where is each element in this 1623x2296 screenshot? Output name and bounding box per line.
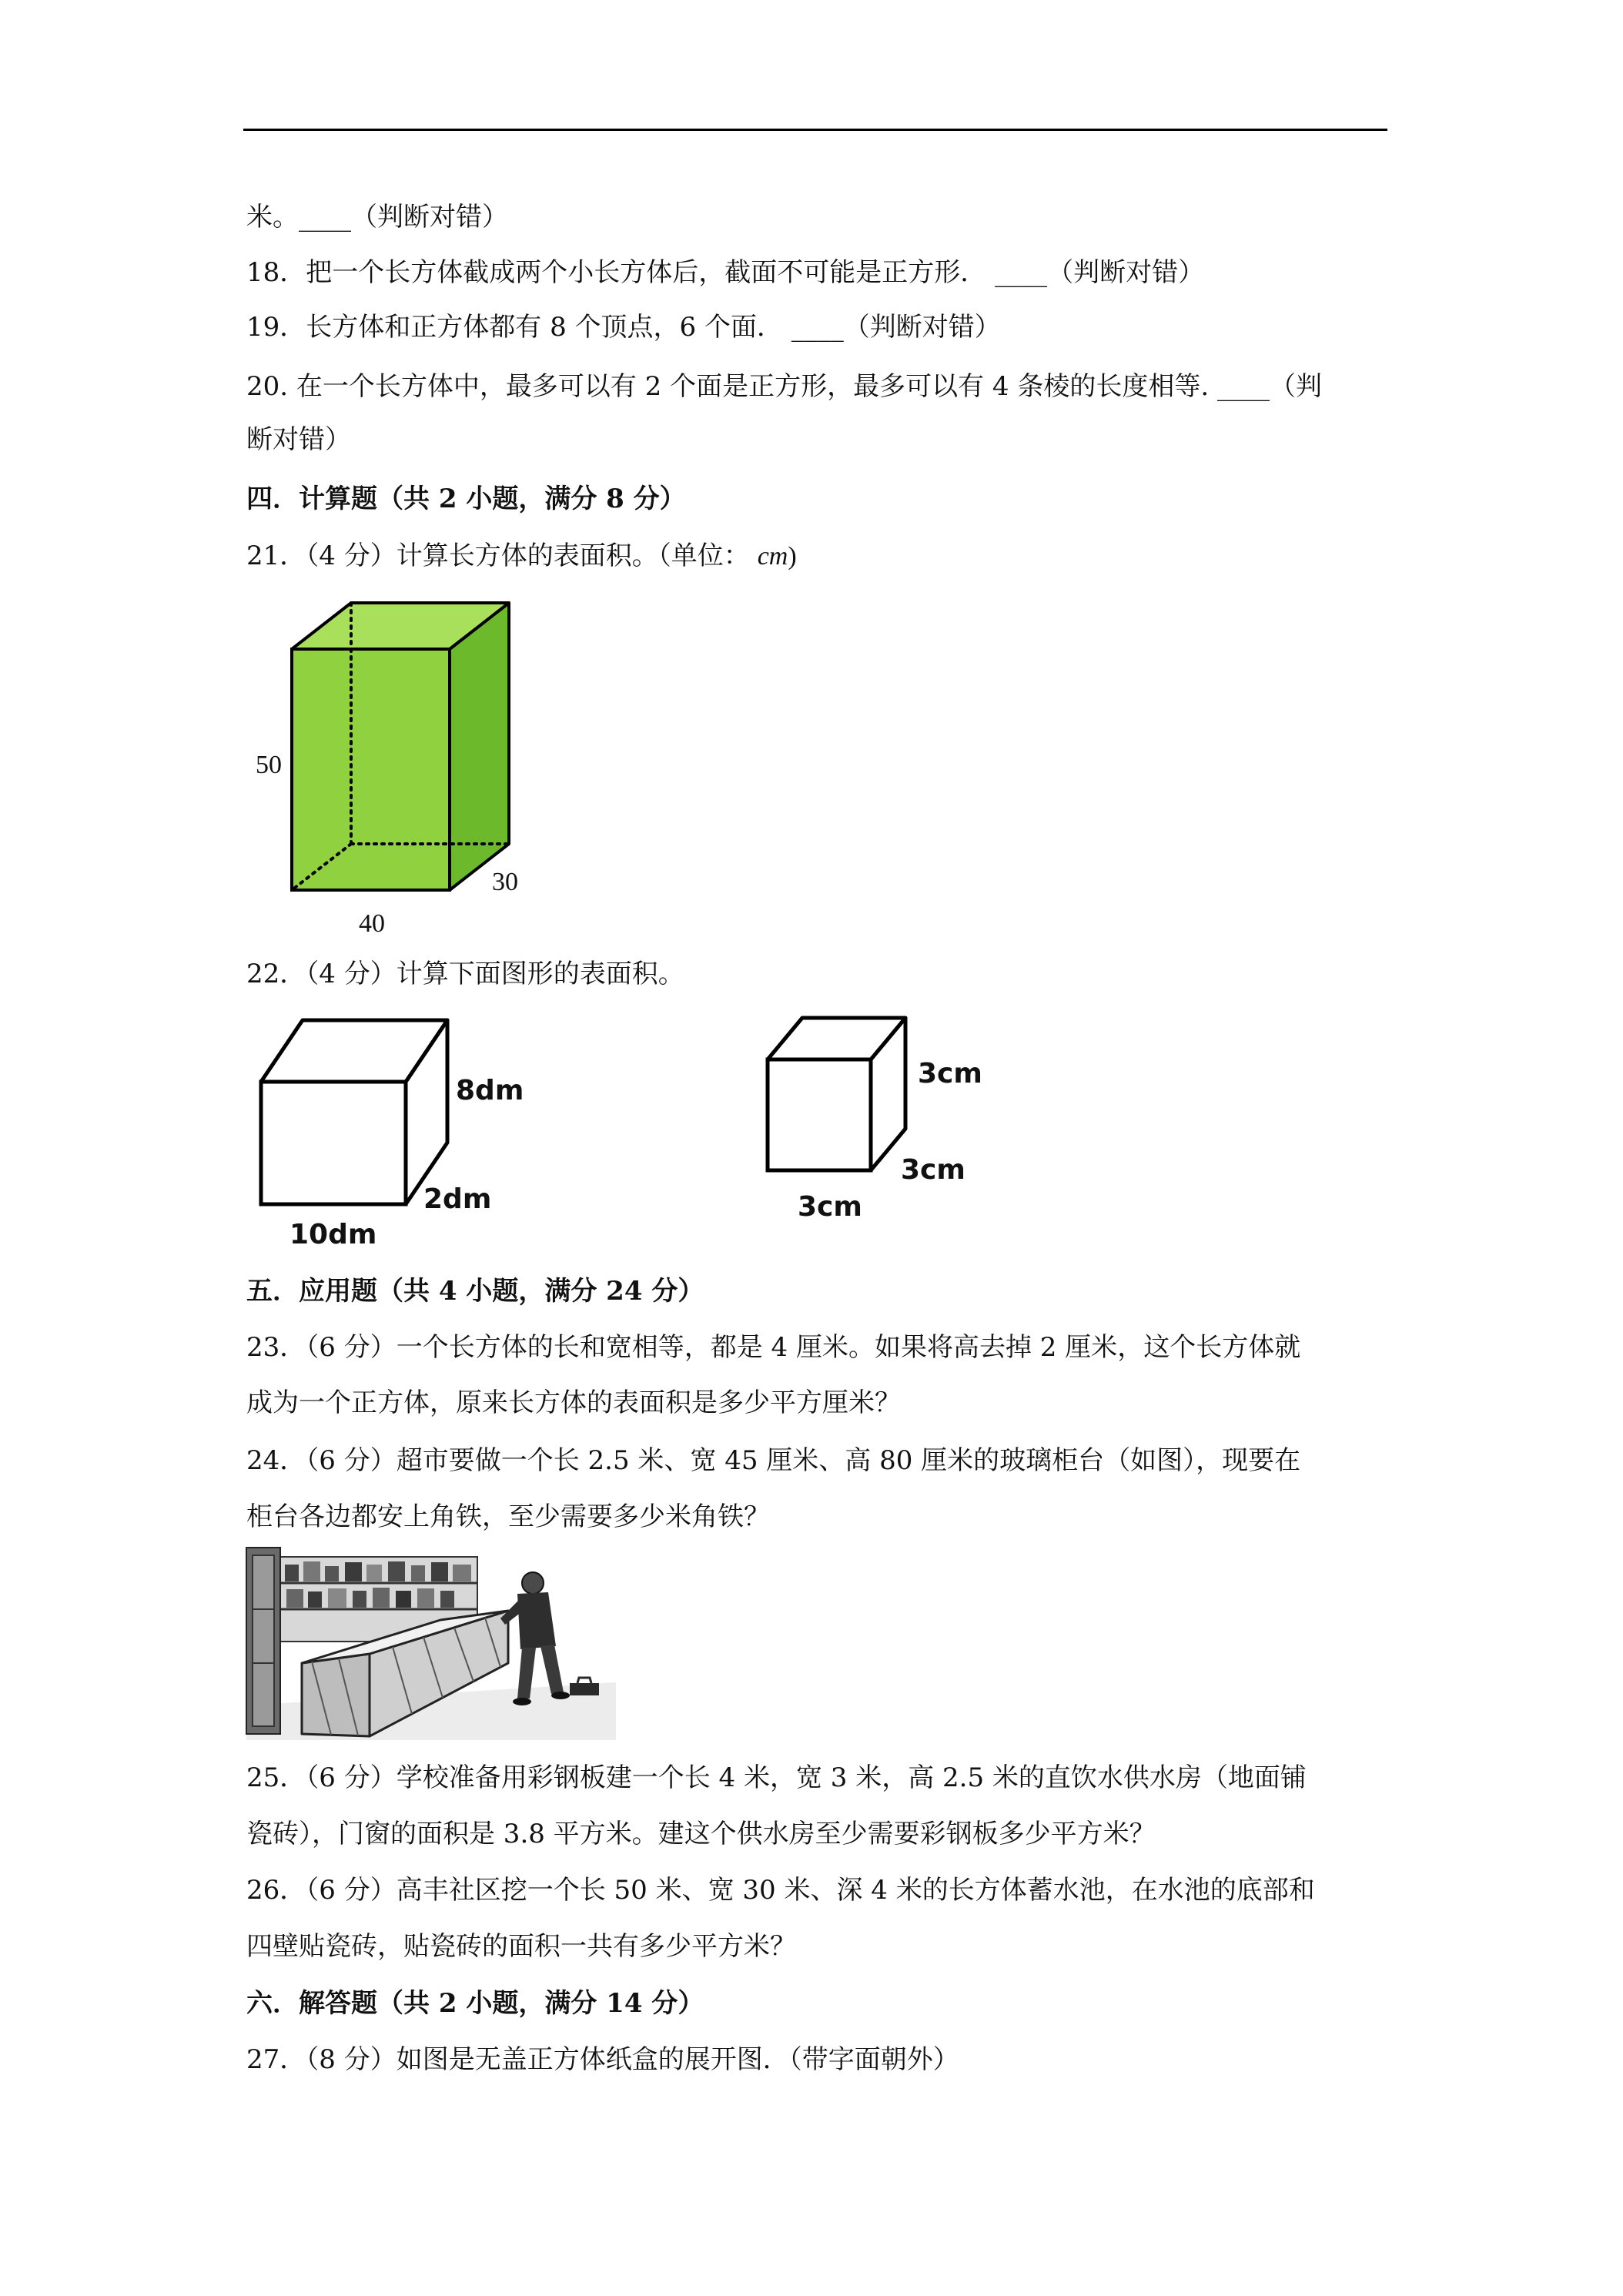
q26-line2: 四壁贴瓷砖，贴瓷砖的面积一共有多少平方米？ — [246, 1931, 796, 1962]
q23-line2: 成为一个正方体，原来长方体的表面积是多少平方厘米？ — [246, 1387, 901, 1418]
q21-text — [246, 541, 797, 572]
q24-counter-illustration — [246, 1548, 616, 1740]
q27-text: 27．（8 分）如图是无盖正方体纸盒的展开图．（带字面朝外） — [246, 2044, 959, 2075]
q20-line1: 20. 在一个长方体中，最多可以有 2 个面是正方形，最多可以有 4 条棱的长度相等. ____（判 — [246, 371, 1322, 402]
q23-line1: 23．（6 分）一个长方体的长和宽相等，都是 4 厘米。如果将高去掉 2 厘米，这个长方体就 — [246, 1332, 1301, 1363]
q21-close-paren: ) — [788, 542, 797, 571]
cuboid-height-label: 8dm — [456, 1075, 524, 1106]
q19-text: 19．长方体和正方体都有 8 个顶点，6 个面． ____（判断对错） — [246, 312, 1001, 343]
cuboid-width-label: 30 — [492, 868, 518, 896]
q17-continuation: 米。____（判断对错） — [246, 202, 508, 233]
q22-cube-figure — [755, 1009, 1009, 1263]
section-answer-heading: 六．解答题（共 2 小题，满分 14 分） — [246, 1988, 704, 2019]
q24-line1: 24．（6 分）超市要做一个长 2.5 米、宽 45 厘米、高 80 厘米的玻璃柜台（如图），现要在 — [246, 1445, 1301, 1476]
q26-line1: 26．（6 分）高丰社区挖一个长 50 米、宽 30 米、深 4 米的长方体蓄水池，在水池的底部和 — [246, 1875, 1315, 1906]
q20-line2: 断对错） — [246, 424, 351, 455]
q18-text: 18．把一个长方体截成两个小长方体后，截面不可能是正方形． ____（判断对错） — [246, 257, 1205, 288]
cube-height-label: 3cm — [918, 1058, 982, 1089]
cube-front-face — [768, 1059, 871, 1170]
section-application-heading: 五．应用题（共 4 小题，满分 24 分） — [246, 1276, 704, 1307]
q22-text: 22．（4 分）计算下面图形的表面积。 — [246, 959, 684, 989]
left-cabinet — [246, 1548, 280, 1734]
cuboid-side-face — [450, 603, 509, 890]
toolbox-icon — [570, 1678, 599, 1695]
section-calculation-heading: 四．计算题（共 2 小题，满分 8 分） — [246, 484, 686, 514]
cuboid-front-face — [261, 1082, 406, 1204]
q21-unit: cm — [757, 542, 788, 571]
q21-cuboid-figure — [246, 593, 539, 947]
cuboid-width-label: 2dm — [423, 1183, 492, 1215]
q25-line2: 瓷砖），门窗的面积是 3.8 平方米。建这个供水房至少需要彩钢板多少平方米？ — [246, 1819, 1156, 1849]
cuboid-front-face — [292, 649, 450, 890]
cuboid-length-label: 40 — [359, 909, 385, 938]
q25-line1: 25．（6 分）学校准备用彩钢板建一个长 4 米，宽 3 米，高 2.5 米的直饮水供水房（地面铺 — [246, 1762, 1307, 1793]
cuboid-length-label: 10dm — [289, 1219, 377, 1250]
worker-figure — [500, 1572, 570, 1705]
q21-prompt: 21．（4 分）计算长方体的表面积。（单位： — [246, 541, 750, 571]
cuboid-height-label: 50 — [256, 751, 282, 779]
cube-width-label: 3cm — [901, 1154, 965, 1186]
q22-cuboid-figure — [246, 1009, 554, 1263]
header-rule — [243, 129, 1387, 131]
q24-line2: 柜台各边都安上角铁，至少需要多少米角铁？ — [246, 1501, 770, 1532]
cube-length-label: 3cm — [798, 1191, 862, 1223]
